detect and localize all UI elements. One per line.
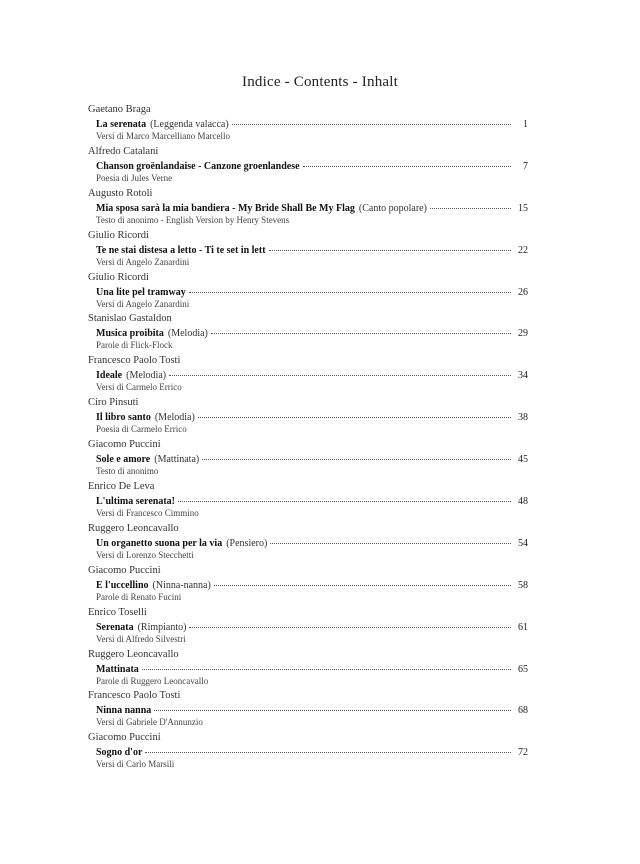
page-number: 48 bbox=[518, 496, 528, 508]
contents-entry bbox=[88, 312, 528, 354]
page-number: 61 bbox=[518, 621, 528, 633]
song-title: Il libro santo bbox=[96, 412, 151, 424]
page-number: 58 bbox=[518, 579, 528, 591]
title-line bbox=[96, 493, 528, 508]
title-line bbox=[96, 702, 528, 717]
song-title: Chanson groënlandaise - Canzone groenlandese bbox=[96, 160, 300, 172]
contents-entry bbox=[88, 564, 528, 606]
song-subtitle: (Leggenda valacca) bbox=[150, 119, 229, 130]
song-title: La serenata bbox=[96, 119, 147, 130]
lyricist-credit: Versi di Marco Marcelliano Marcello bbox=[96, 131, 230, 141]
song-subtitle: (Pensiero) bbox=[226, 537, 268, 549]
composer-name: Ciro Pinsuti bbox=[88, 397, 139, 409]
title-line bbox=[96, 451, 528, 466]
composer-name: Enrico Toselli bbox=[88, 606, 147, 618]
title-line bbox=[96, 200, 528, 215]
song-subtitle: (Rimpianto) bbox=[137, 621, 187, 633]
title-line bbox=[96, 325, 528, 340]
page-title: Indice - Contents - Inhalt bbox=[242, 74, 398, 90]
composer-name: Giacomo Puccini bbox=[88, 564, 161, 576]
lyricist-credit: Versi di Carmelo Errico bbox=[96, 382, 182, 393]
contents-entry bbox=[88, 145, 528, 187]
dot-leader bbox=[189, 617, 511, 628]
dot-leader bbox=[430, 198, 511, 209]
composer-name: Alfredo Catalani bbox=[88, 145, 159, 157]
composer-name: Francesco Paolo Tosti bbox=[88, 355, 181, 367]
page-number: 68 bbox=[518, 705, 528, 717]
dot-leader bbox=[270, 533, 511, 544]
dot-leader bbox=[189, 282, 511, 293]
song-subtitle: (Canto popolare) bbox=[358, 202, 427, 214]
title-line bbox=[96, 661, 528, 676]
dot-leader bbox=[198, 407, 511, 418]
song-title: Ninna nanna bbox=[96, 705, 152, 717]
song-title: Sole e amore bbox=[96, 454, 151, 466]
song-title: Serenata bbox=[96, 621, 134, 633]
lyricist-credit: Parole di Flick-Flock bbox=[96, 340, 173, 351]
contents-entry bbox=[88, 689, 528, 731]
song-title: Mattinata bbox=[96, 663, 139, 675]
song-title: Musica proibita bbox=[96, 328, 164, 340]
dot-leader bbox=[232, 114, 511, 125]
lyricist-credit: Versi di Alfredo Silvestri bbox=[96, 633, 186, 644]
contents-entry bbox=[88, 522, 528, 564]
page-number: 38 bbox=[518, 412, 528, 424]
composer-name: Stanislao Gastaldon bbox=[88, 313, 172, 325]
page-number: 72 bbox=[518, 747, 528, 759]
song-title: E l'uccellino bbox=[96, 579, 149, 591]
page-number: 34 bbox=[518, 370, 528, 382]
contents-entry bbox=[88, 103, 528, 145]
lyricist-credit: Versi di Lorenzo Stecchetti bbox=[96, 549, 194, 560]
contents-entry bbox=[88, 229, 528, 271]
song-title: Mia sposa sarà la mia bandiera - My Bride Shall Be My Flag bbox=[96, 202, 355, 214]
song-title: Ideale bbox=[96, 370, 123, 382]
dot-leader bbox=[178, 491, 511, 502]
contents-entry bbox=[88, 480, 528, 522]
page-number: 29 bbox=[518, 328, 528, 340]
song-subtitle: (Melodia) bbox=[167, 328, 208, 340]
contents-list bbox=[88, 103, 528, 773]
lyricist-credit: Versi di Angelo Zanardini bbox=[96, 256, 190, 267]
dot-leader bbox=[154, 700, 511, 711]
contents-entry bbox=[88, 606, 528, 648]
title-line bbox=[96, 158, 528, 173]
lyricist-credit: Parole di Ruggero Leoncavallo bbox=[96, 675, 209, 686]
page-number: 7 bbox=[523, 160, 528, 172]
contents-entry bbox=[88, 648, 528, 690]
composer-name: Ruggero Leoncavallo bbox=[88, 648, 179, 660]
lyricist-credit: Poesia di Jules Verne bbox=[96, 172, 173, 183]
dot-leader bbox=[202, 449, 511, 460]
title-line bbox=[96, 116, 528, 131]
contents-entry bbox=[88, 438, 528, 480]
composer-name: Giacomo Puccini bbox=[88, 439, 161, 451]
page-number: 15 bbox=[518, 202, 528, 214]
lyricist-credit: Versi di Gabriele D'Annunzio bbox=[96, 717, 203, 728]
dot-leader bbox=[269, 240, 511, 251]
page-number: 22 bbox=[518, 244, 528, 256]
lyricist-credit: Parole di Renato Fucini bbox=[96, 591, 182, 602]
title-line bbox=[96, 535, 528, 550]
page-number: 45 bbox=[518, 454, 528, 466]
contents-entry bbox=[88, 731, 528, 773]
dot-leader bbox=[142, 659, 511, 670]
title-line bbox=[96, 284, 528, 299]
lyricist-credit: Poesia di Carmelo Errico bbox=[96, 424, 187, 435]
lyricist-credit: Testo di anonimo - English Version by Henry Stevens bbox=[96, 214, 290, 225]
composer-name: Enrico De Leva bbox=[88, 481, 155, 493]
composer-name: Francesco Paolo Tosti bbox=[88, 690, 181, 702]
composer-name: Giulio Ricordi bbox=[88, 229, 149, 241]
composer-name: Giacomo Puccini bbox=[88, 732, 161, 744]
page-number: 1 bbox=[523, 119, 528, 130]
lyricist-credit: Versi di Carlo Marsili bbox=[96, 759, 175, 770]
song-title: Te ne stai distesa a letto - Ti te set in lett bbox=[96, 244, 266, 256]
contents-entry bbox=[88, 396, 528, 438]
song-subtitle: (Melodia) bbox=[154, 412, 195, 424]
title-line bbox=[96, 242, 528, 257]
title-line bbox=[96, 409, 528, 424]
lyricist-credit: Testo di anonimo bbox=[96, 466, 159, 477]
dot-leader bbox=[145, 742, 511, 753]
composer-name: Giulio Ricordi bbox=[88, 271, 149, 283]
title-line bbox=[96, 744, 528, 759]
contents-entry bbox=[88, 354, 528, 396]
title-line bbox=[96, 619, 528, 634]
song-title: L'ultima serenata! bbox=[96, 496, 175, 508]
composer-name: Augusto Rotoli bbox=[88, 187, 153, 199]
composer-name: Gaetano Braga bbox=[88, 104, 151, 115]
lyricist-credit: Versi di Francesco Cimmino bbox=[96, 508, 199, 519]
title-line bbox=[96, 577, 528, 592]
song-subtitle: (Melodia) bbox=[126, 370, 167, 382]
dot-leader bbox=[303, 156, 511, 167]
dot-leader bbox=[214, 575, 511, 586]
composer-name: Ruggero Leoncavallo bbox=[88, 522, 179, 534]
page-number: 65 bbox=[518, 663, 528, 675]
song-subtitle: (Ninna-nanna) bbox=[152, 579, 211, 591]
song-title: Un organetto suona per la via bbox=[96, 537, 223, 549]
page-number: 26 bbox=[518, 286, 528, 298]
song-title: Sogno d'or bbox=[96, 747, 143, 759]
title-line bbox=[96, 367, 528, 382]
dot-leader bbox=[169, 365, 511, 376]
page-number: 54 bbox=[518, 537, 528, 549]
lyricist-credit: Versi di Angelo Zanardini bbox=[96, 298, 190, 309]
song-subtitle: (Mattinata) bbox=[154, 454, 200, 466]
song-title: Una lite pel tramway bbox=[96, 286, 186, 298]
contents-entry bbox=[88, 271, 528, 313]
dot-leader bbox=[211, 323, 511, 334]
contents-entry bbox=[88, 187, 528, 229]
